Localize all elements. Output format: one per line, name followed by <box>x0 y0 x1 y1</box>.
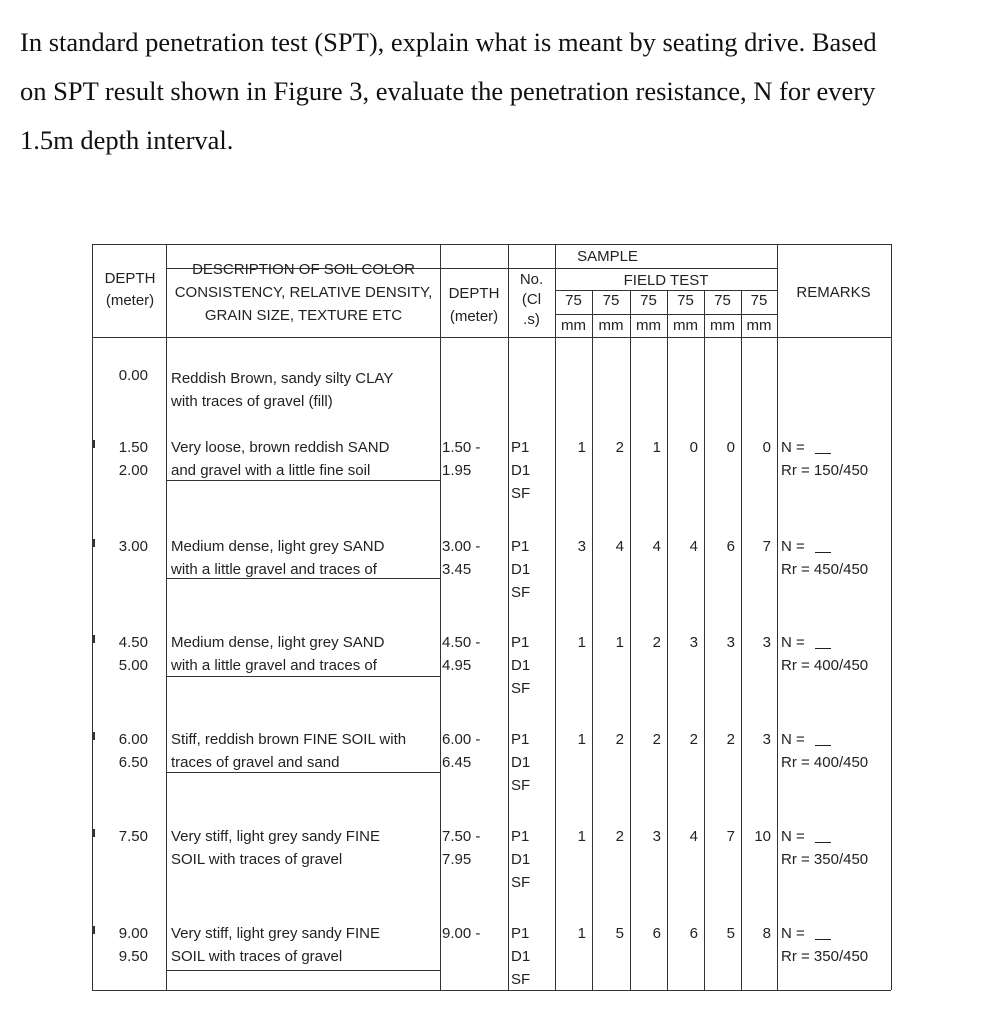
row-sample-code: D1 <box>511 851 531 868</box>
row-sample-depth-top: 4.50 - <box>442 634 481 651</box>
remark-n: N = <box>781 828 805 845</box>
n-blank <box>815 552 831 553</box>
grid-line <box>166 970 440 971</box>
row-depth-top: 7.50 <box>118 828 148 845</box>
grid-line <box>92 990 891 991</box>
row-description-1: Very loose, brown reddish SAND <box>171 439 390 456</box>
blow-count: 3 <box>577 538 586 555</box>
blow-count: 0 <box>689 439 698 456</box>
depth-marker <box>92 635 95 643</box>
blow-count: 2 <box>615 828 624 845</box>
header-field-test: FIELD TEST <box>623 272 709 289</box>
n-blank <box>815 453 831 454</box>
row-description-2: with a little gravel and traces of <box>171 657 377 674</box>
row0-description: Reddish Brown, sandy silty CLAY with traces of gravel (fill) <box>171 370 394 410</box>
row-sample-depth-top: 6.00 - <box>442 731 481 748</box>
row-depth-top: 6.00 <box>118 731 148 748</box>
row-sample-code: D1 <box>511 657 531 674</box>
interval-length-1: 75 <box>565 292 582 309</box>
row-sample-depth-bottom: 1.95 <box>442 462 472 479</box>
grid-line <box>777 244 778 990</box>
row-sample-depth-bottom: 7.95 <box>442 851 472 868</box>
blow-count: 0 <box>726 439 735 456</box>
interval-length-3: 75 <box>640 292 657 309</box>
row-sample-code: SF <box>511 874 531 891</box>
row-sample-code: SF <box>511 971 531 988</box>
blow-count: 2 <box>652 731 661 748</box>
blow-count: 3 <box>762 634 771 651</box>
grid-line <box>891 244 892 990</box>
grid-line <box>555 290 777 291</box>
row-sample-depth-top: 3.00 - <box>442 538 481 555</box>
n-blank <box>815 842 831 843</box>
header-sample-depth: DEPTH (meter) <box>448 285 500 325</box>
blow-count: 4 <box>689 538 698 555</box>
header-description: DESCRIPTION OF SOIL COLOR CONSISTENCY, RELATIVE DENSITY, GRAIN SIZE, TEXTURE ETC <box>174 261 433 324</box>
row0-depth: 0.00 <box>118 367 148 384</box>
row-sample-code: D1 <box>511 462 531 479</box>
grid-line <box>555 314 777 315</box>
question-text <box>20 18 980 165</box>
row-sample-code: SF <box>511 485 531 502</box>
blow-count: 8 <box>762 925 771 942</box>
blow-count: 2 <box>689 731 698 748</box>
row-description-1: Stiff, reddish brown FINE SOIL with <box>171 731 407 748</box>
interval-length-2: 75 <box>602 292 620 309</box>
blow-count: 2 <box>615 439 624 456</box>
row-sample-code: D1 <box>511 754 531 771</box>
row-description-2: and gravel with a little fine soil <box>171 462 371 479</box>
blow-count: 6 <box>689 925 698 942</box>
n-blank <box>815 745 831 746</box>
grid-line <box>555 268 777 269</box>
grid-line <box>440 244 441 990</box>
blow-count: 2 <box>652 634 661 651</box>
grid-line <box>440 268 508 269</box>
remark-n: N = <box>781 538 805 555</box>
remark-rr: Rr = 350/450 <box>781 948 869 965</box>
row-depth-top: 3.00 <box>118 538 148 555</box>
row-depth-top: 1.50 <box>118 439 148 456</box>
row-sample-depth-bottom: 6.45 <box>442 754 472 771</box>
question-line-1: In standard penetration test (SPT), explain what is meant by seating drive. Based <box>20 27 877 57</box>
interval-unit-2: mm <box>598 317 624 334</box>
row-sample-code: SF <box>511 680 531 697</box>
blow-count: 6 <box>726 538 735 555</box>
blow-count: 5 <box>615 925 624 942</box>
row-depth-bottom: 2.00 <box>118 462 148 479</box>
row-depth-bottom: 9.50 <box>118 948 148 965</box>
blow-count: 5 <box>726 925 735 942</box>
row-sample-depth-top: 1.50 - <box>442 439 481 456</box>
remark-rr: Rr = 400/450 <box>781 754 869 771</box>
row-sample-code: D1 <box>511 948 531 965</box>
row-depth-top: 9.00 <box>118 925 148 942</box>
depth-marker <box>92 539 95 547</box>
remark-rr: Rr = 450/450 <box>781 561 869 578</box>
row-sample-code: P1 <box>511 828 530 845</box>
grid-line <box>92 244 93 990</box>
header-depth: DEPTH (meter) <box>104 270 156 309</box>
remark-rr: Rr = 400/450 <box>781 657 869 674</box>
depth-marker <box>92 440 95 448</box>
row-sample-code: P1 <box>511 634 530 651</box>
question-line-3: 1.5m depth interval. <box>20 125 234 155</box>
blow-count: 6 <box>652 925 661 942</box>
n-blank <box>815 939 831 940</box>
row-depth-bottom: 5.00 <box>118 657 148 674</box>
grid-line <box>166 244 167 990</box>
row-sample-code: P1 <box>511 925 530 942</box>
blow-count: 1 <box>577 439 586 456</box>
interval-unit-5: mm <box>710 317 735 334</box>
blow-count: 3 <box>726 634 735 651</box>
interval-unit-6: mm <box>746 317 772 334</box>
grid-line <box>92 244 891 245</box>
blow-count: 1 <box>577 634 586 651</box>
depth-marker <box>92 926 95 934</box>
row-sample-code: SF <box>511 777 531 794</box>
row-description-1: Medium dense, light grey SAND <box>171 538 385 555</box>
interval-length-5: 75 <box>714 292 731 309</box>
remark-rr: Rr = 350/450 <box>781 851 869 868</box>
interval-length-4: 75 <box>677 292 694 309</box>
blow-count: 10 <box>754 828 771 845</box>
grid-line <box>508 244 509 990</box>
blow-count: 3 <box>762 731 771 748</box>
header-sample: SAMPLE <box>577 248 638 265</box>
depth-marker <box>92 732 95 740</box>
header-no: No. (Cl .s) <box>519 271 544 328</box>
row-description-1: Medium dense, light grey SAND <box>171 634 385 651</box>
remark-n: N = <box>781 731 805 748</box>
blow-count: 7 <box>762 538 771 555</box>
row-description-2: traces of gravel and sand <box>171 754 340 771</box>
row-depth-bottom: 6.50 <box>118 754 148 771</box>
blow-count: 1 <box>615 634 624 651</box>
blow-count: 2 <box>615 731 624 748</box>
grid-line <box>92 337 891 338</box>
row-sample-code: P1 <box>511 538 530 555</box>
question-line-2: on SPT result shown in Figure 3, evaluate the penetration resistance, N for every <box>20 76 876 106</box>
blow-count: 1 <box>577 828 586 845</box>
interval-unit-1: mm <box>561 317 586 334</box>
row-sample-depth-bottom: 3.45 <box>442 561 472 578</box>
remark-n: N = <box>781 439 805 456</box>
interval-unit-4: mm <box>673 317 698 334</box>
blow-count: 4 <box>652 538 661 555</box>
row-description-1: Very stiff, light grey sandy FINE <box>171 828 380 845</box>
blow-count: 7 <box>726 828 735 845</box>
row-depth-top: 4.50 <box>118 634 148 651</box>
blow-count: 3 <box>652 828 661 845</box>
row-sample-code: P1 <box>511 439 530 456</box>
n-blank <box>815 648 831 649</box>
blow-count: 4 <box>689 828 698 845</box>
grid-line <box>555 244 556 990</box>
row-description-2: SOIL with traces of gravel <box>171 851 343 868</box>
blow-count: 4 <box>615 538 624 555</box>
blow-count: 0 <box>762 439 771 456</box>
row-sample-depth-top: 9.00 - <box>442 925 481 942</box>
row-sample-code: P1 <box>511 731 530 748</box>
remark-rr: Rr = 150/450 <box>781 462 869 479</box>
row-description-2: with a little gravel and traces of <box>171 561 377 578</box>
remark-n: N = <box>781 925 805 942</box>
row-sample-code: SF <box>511 584 531 601</box>
blow-count: 2 <box>726 731 735 748</box>
grid-line <box>508 268 555 269</box>
row-sample-depth-top: 7.50 - <box>442 828 481 845</box>
blow-count: 1 <box>652 439 661 456</box>
row-description-1: Very stiff, light grey sandy FINE <box>171 925 380 942</box>
row-description-2: SOIL with traces of gravel <box>171 948 343 965</box>
blow-count: 1 <box>577 925 586 942</box>
row-sample-depth-bottom: 4.95 <box>442 657 472 674</box>
row-sample-code: D1 <box>511 561 531 578</box>
interval-unit-3: mm <box>636 317 661 334</box>
blow-count: 1 <box>577 731 586 748</box>
interval-length-6: 75 <box>750 292 768 309</box>
remark-n: N = <box>781 634 805 651</box>
header-remarks: REMARKS <box>796 284 871 301</box>
blow-count: 3 <box>689 634 698 651</box>
depth-marker <box>92 829 95 837</box>
